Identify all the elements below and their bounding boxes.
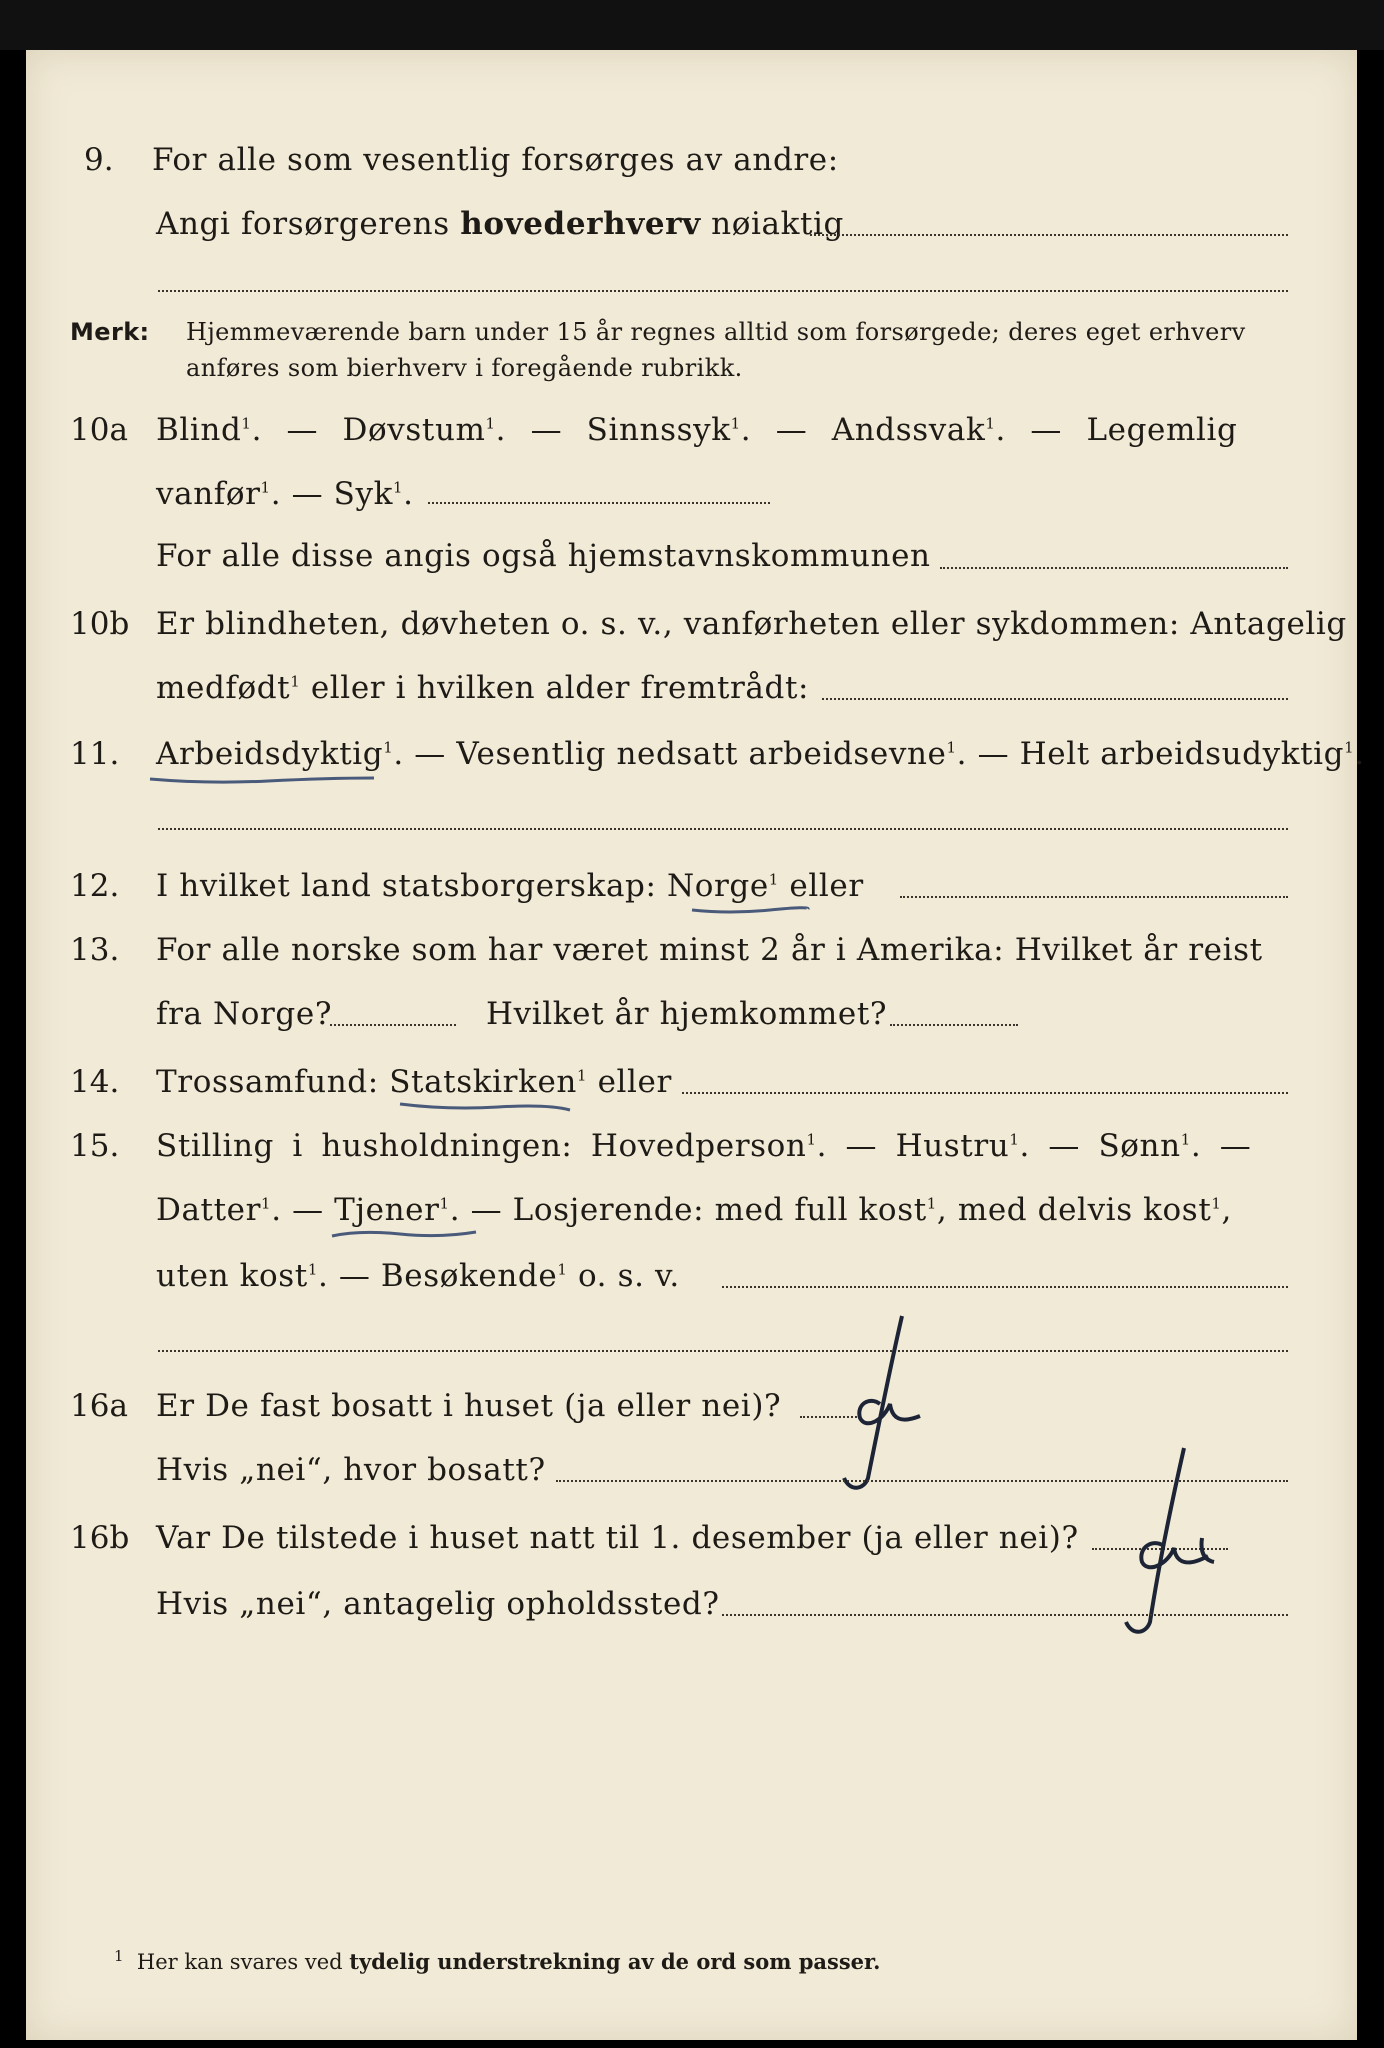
census-form-page <box>26 50 1357 2040</box>
q9-answer-line[interactable] <box>810 234 1288 236</box>
q9-answer-line-2[interactable] <box>158 290 1288 292</box>
q16a-handwritten-answer <box>820 1308 950 1498</box>
q16b-number: 16b <box>70 1520 130 1556</box>
q16b-opholdssted-line[interactable] <box>722 1614 1288 1616</box>
q10a-line1: Blind$^1$. — Døvstum$^1$. — Sinnssyk$^1$. — Andssvak$^1$. — Legemlig <box>156 412 1238 448</box>
q9-line1: For alle som vesentlig forsørges av andre: <box>152 142 839 178</box>
q15-answer-line[interactable] <box>722 1286 1288 1288</box>
q16b-handwritten-answer <box>1090 1440 1240 1640</box>
q12-answer-line[interactable] <box>900 896 1288 898</box>
q13-line1: For alle norske som har været minst 2 år i Amerika: Hvilket år reist <box>156 932 1263 968</box>
q10a-line3: For alle disse angis også hjemstavnskommunen <box>156 538 931 574</box>
q10b-line2: medfødt$^1$ eller i hvilken alder fremtrådt: <box>156 670 810 706</box>
svg-text:Ja: Ja <box>820 1308 821 1309</box>
q11-handwritten-underline <box>148 770 378 790</box>
q15-line3: uten kost$^1$. — Besøkende$^1$ o. s. v. <box>156 1258 680 1294</box>
q10b-answer-line[interactable] <box>822 698 1288 700</box>
q10a-line2: vanfør$^1$. — Syk$^1$. <box>156 476 414 512</box>
q12-number: 12. <box>70 868 120 904</box>
q11-answer-line[interactable] <box>158 828 1288 830</box>
q9-line2: Angi forsørgerens hovederhverv nøiaktig <box>156 206 844 242</box>
q10a-answer-line[interactable] <box>428 502 770 504</box>
q16b-line2: Hvis „nei“, antagelig opholdssted? <box>156 1586 720 1622</box>
q13-hjemkommet-line[interactable] <box>890 1024 1018 1026</box>
merk-line1: Hjemmeværende barn under 15 år regnes alltid som forsørgede; deres eget erhverv <box>186 318 1246 346</box>
scan-border-top <box>0 0 1384 50</box>
q14-line: Trossamfund: Statskirken$^1$ eller <box>156 1064 672 1100</box>
merk-line2: anføres som bierhverv i foregående rubrikk. <box>186 354 743 382</box>
q14-answer-line[interactable] <box>682 1092 1288 1094</box>
q15-handwritten-underline <box>330 1224 480 1244</box>
q15-answer-line-2[interactable] <box>158 1350 1288 1352</box>
q9-number: 9. <box>84 142 114 178</box>
q15-line2: Datter$^1$. — Tjener$^1$. — Losjerende: med full kost$^1$, med delvis kost$^1$, <box>156 1192 1233 1228</box>
footnote: $^1$ Her kan svares ved tydelig understrekning av de ord som passer. <box>114 1947 881 1974</box>
q14-handwritten-underline <box>398 1098 574 1116</box>
q16a-line2: Hvis „nei“, hvor bosatt? <box>156 1452 546 1488</box>
q10b-number: 10b <box>70 606 130 642</box>
q12-line: I hvilket land statsborgerskap: Norge$^1$ eller <box>156 868 864 904</box>
merk-label: Merk: <box>70 318 150 346</box>
q13-reist-line[interactable] <box>330 1024 456 1026</box>
q10b-line1: Er blindheten, døvheten o. s. v., vanførheten eller sykdommen: Antagelig <box>156 606 1347 642</box>
q16a-number: 16a <box>70 1388 128 1424</box>
q12-handwritten-underline <box>690 902 810 918</box>
svg-text:Ja: Ja <box>1090 1440 1091 1441</box>
q10a-hjemstavn-line[interactable] <box>940 567 1288 569</box>
q16b-line1: Var De tilstede i huset natt til 1. desember (ja eller nei)? <box>156 1520 1079 1556</box>
q13-line2a: fra Norge? <box>156 996 333 1032</box>
q13-line2b: Hvilket år hjemkommet? <box>486 996 888 1032</box>
q14-number: 14. <box>70 1064 120 1100</box>
q15-line1: Stilling i husholdningen: Hovedperson$^1$. — Hustru$^1$. — Sønn$^1$. — <box>156 1128 1252 1164</box>
q11-number: 11. <box>70 736 120 772</box>
q10a-number: 10a <box>70 412 128 448</box>
q13-number: 13. <box>70 932 120 968</box>
q16a-line1: Er De fast bosatt i huset (ja eller nei)? <box>156 1388 782 1424</box>
q15-number: 15. <box>70 1128 120 1164</box>
q11-line: Arbeidsdyktig$^1$. — Vesentlig nedsatt arbeidsevne$^1$. — Helt arbeidsudyktig$^1$. <box>156 736 1365 772</box>
